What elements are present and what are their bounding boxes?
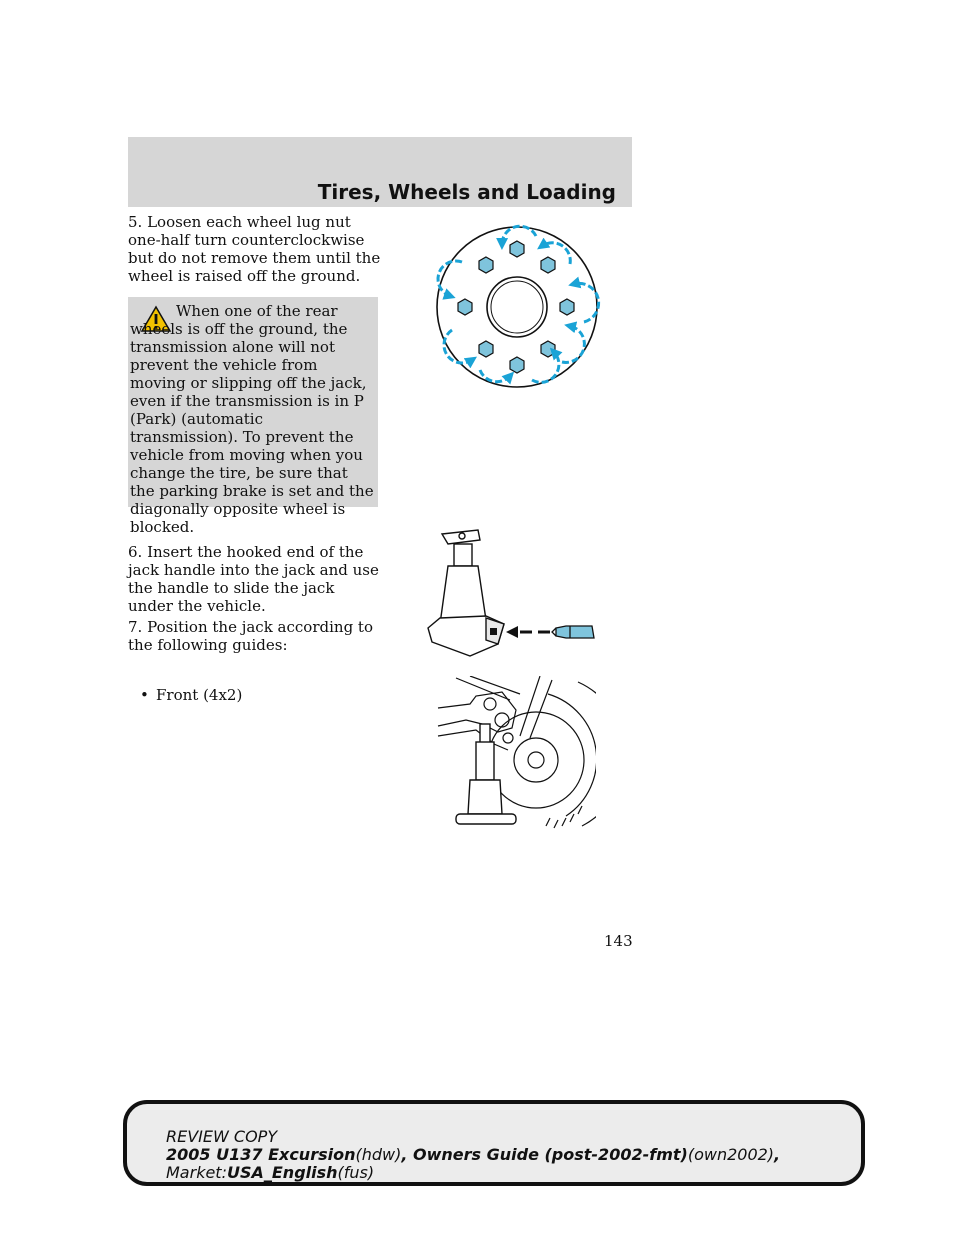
footer-line-1: REVIEW COPY (166, 1127, 278, 1146)
front-jack-position-diagram (436, 676, 596, 834)
footer-code-fus: (fus) (337, 1163, 375, 1182)
section-title: Tires, Wheels and Loading (317, 180, 616, 204)
footer-vehicle: 2005 U137 Excursion (166, 1145, 356, 1164)
footer-line-2 (166, 1146, 780, 1164)
footer-code-hdw: (hdw) (355, 1145, 402, 1164)
footer-line-3 (166, 1164, 374, 1182)
bullet-label: Front (4x2) (156, 686, 243, 704)
warning-text: When one of the rear wheels is off the ground, the transmission alone will not prevent the vehicle from moving or slipping off the jack, even if the transmission is in P (Park) (automatic transmission). To prevent the vehicle from moving when you change the tire, be sure that the parking brake is set and the diagonally opposite wheel is blocked. (130, 302, 374, 536)
footer-guide: , Owners Guide (post-2002-fmt) (401, 1145, 688, 1164)
footer-comma: , (774, 1145, 781, 1164)
step-7-text: 7. Position the jack according to the following guides: (128, 618, 373, 654)
step-5-text: 5. Loosen each wheel lug nut one-half turn counterclockwise but do not remove them until the wheel is raised off the ground. (128, 213, 381, 285)
footer-code-own: (own2002) (687, 1145, 775, 1164)
section-header-bar (128, 137, 632, 207)
wheel-lug-nut-diagram (432, 222, 602, 392)
bullet-dot: • (140, 686, 149, 704)
footer-market-label: Market: (166, 1163, 227, 1182)
step-6-text: 6. Insert the hooked end of the jack handle into the jack and use the handle to slide the jack under the vehicle. (128, 543, 379, 615)
jack-handle-diagram (420, 524, 600, 664)
warning-box (128, 297, 378, 536)
footer-market: USA_English (226, 1163, 338, 1182)
page-number: 143 (604, 932, 633, 950)
